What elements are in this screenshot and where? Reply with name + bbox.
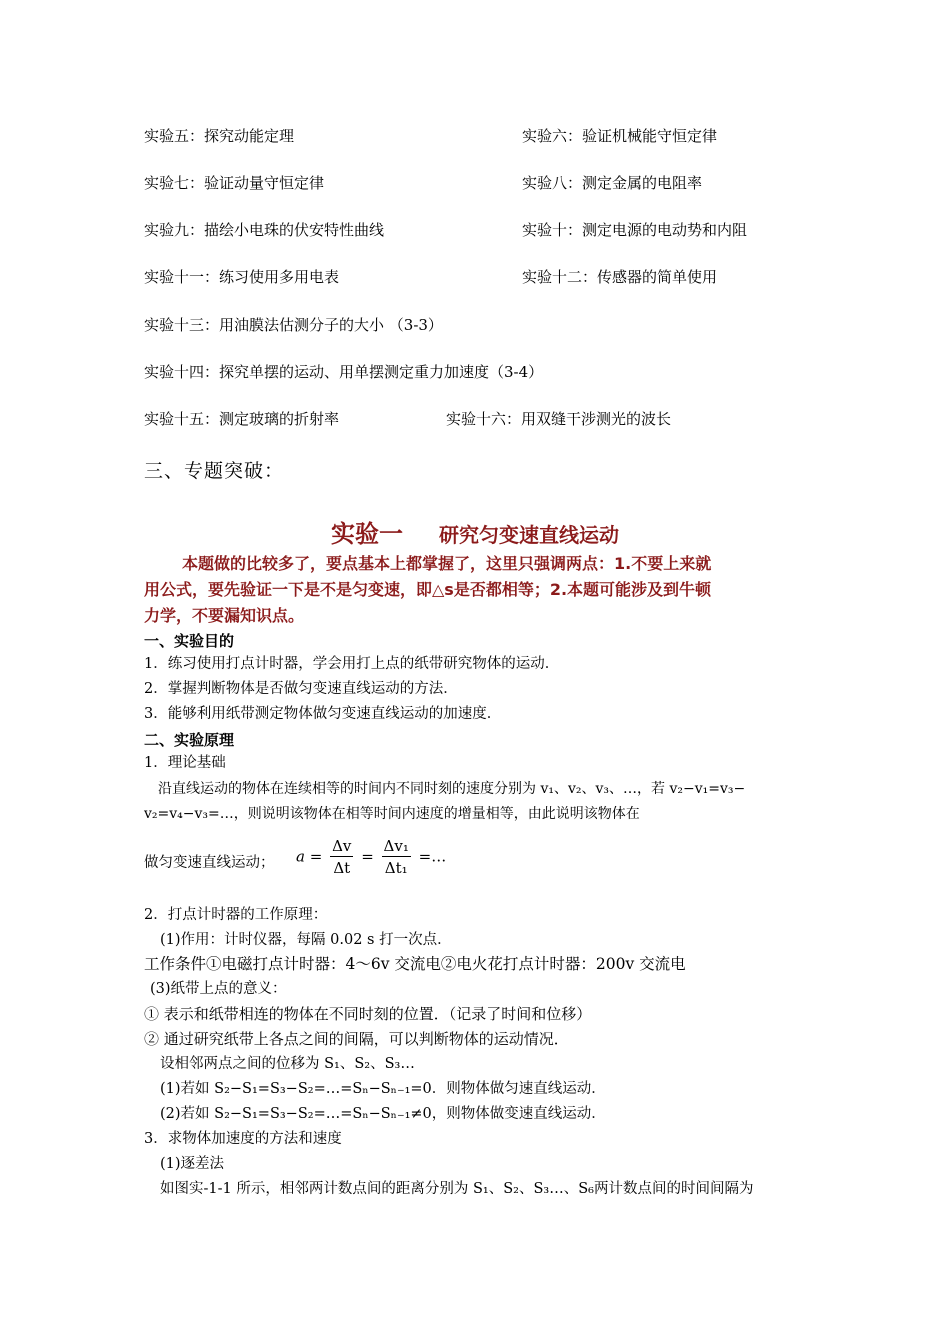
experiment-5: 实验五：探究动能定理	[144, 127, 295, 145]
section-heading: 三、专题突破：	[144, 460, 285, 482]
fraction-2-numerator: Δv₁	[383, 837, 409, 855]
purpose-item-3: 3．能够利用纸带测定物体做匀变速直线运动的加速度．	[144, 706, 502, 722]
experiment-8: 实验八：测定金属的电阻率	[522, 174, 703, 192]
uniform-motion-condition: (1)若如 S₂−S₁=S₃−S₂=…=Sₙ−Sₙ₋₁=0．则物体做匀速直线运动．	[160, 1081, 606, 1097]
intro-line-2: 用公式，要先验证一下是不是匀变速，即△s是否都相等；2.本题可能涉及到牛顿	[144, 580, 712, 599]
principle-text-line-3: 做匀变速直线运动；	[144, 855, 275, 871]
experiment-14: 实验十四：探究单摆的运动、用单摆测定重力加速度（3-4）	[144, 363, 544, 381]
title-topic: 研究匀变速直线运动	[439, 523, 619, 547]
experiment-16: 实验十六：用双缝干涉测光的波长	[446, 410, 672, 428]
variable-motion-condition: (2)若如 S₂−S₁=S₃−S₂=…=Sₙ−Sₙ₋₁≠0，则物体做变速直线运动．	[160, 1106, 606, 1122]
principle-heading: 二、实验原理	[144, 731, 235, 749]
formula-eq-2: =	[361, 847, 374, 866]
method-description: 如图实-1-1 所示，相邻两计数点间的距离分别为 S₁、S₂、S₃…、S₆两计数点间的时间间隔为	[160, 1181, 754, 1197]
fraction-2	[382, 836, 411, 879]
experiment-15: 实验十五：测定玻璃的折射率	[144, 410, 340, 428]
purpose-heading: 一、实验目的	[144, 632, 235, 650]
displacement-def: 设相邻两点之间的位移为 S₁、S₂、S₃…	[160, 1056, 415, 1072]
experiment-6: 实验六：验证机械能守恒定律	[522, 127, 718, 145]
fraction-2-denominator: Δt₁	[384, 859, 408, 877]
experiment-7: 实验七：验证动量守恒定律	[144, 174, 325, 192]
formula-eq-1: =	[309, 847, 323, 866]
timer-conditions: 工作条件①电磁打点计时器：4～6v 交流电②电火花打点计时器：200v 交流电	[144, 955, 686, 973]
principle-text-line-2: v₂=v₄−v₃=…，则说明该物体在相等时间内速度的增量相等，由此说明该物体在	[144, 806, 640, 822]
purpose-item-1: 1．练习使用打点计时器，学会用打上点的纸带研究物体的运动．	[144, 656, 560, 672]
fraction-1-numerator: Δv	[332, 837, 352, 855]
formula-a: a	[296, 847, 305, 866]
title-number: 实验一	[331, 520, 403, 548]
experiment-12: 实验十二：传感器的简单使用	[522, 268, 718, 286]
intro-line-3: 力学，不要漏知识点。	[144, 606, 305, 625]
formula-tail: =…	[418, 847, 447, 866]
experiment-title	[0, 514, 950, 549]
experiment-10: 实验十：测定电源的电动势和内阻	[522, 221, 748, 239]
experiment-9: 实验九：描绘小电珠的伏安特性曲线	[144, 221, 385, 239]
principle-sub-2: 2．打点计时器的工作原理：	[144, 907, 328, 923]
timer-use: (1)作用：计时仪器，每隔 0.02 s 打一次点．	[160, 932, 452, 948]
meaning-point-1: ① 表示和纸带相连的物体在不同时刻的位置．（记录了时间和位移）	[144, 1005, 592, 1023]
tape-meaning: (3)纸带上点的意义：	[150, 981, 287, 997]
method-successive-difference: (1)逐差法	[160, 1156, 225, 1172]
fraction-1-denominator: Δt	[333, 859, 351, 877]
intro-paragraph	[144, 551, 816, 629]
principle-sub-3: 3．求物体加速度的方法和速度	[144, 1131, 342, 1147]
experiment-13: 实验十三：用油膜法估测分子的大小 （3-3）	[144, 316, 443, 334]
fraction-1	[330, 836, 353, 879]
principle-text-line-1: 沿直线运动的物体在连续相等的时间内不同时刻的速度分别为 v₁、v₂、v₃、…，若 v₂−v₁=v₃−	[158, 781, 746, 797]
acceleration-formula	[296, 836, 446, 879]
purpose-item-2: 2．掌握判断物体是否做匀变速直线运动的方法．	[144, 681, 458, 697]
principle-sub-1: 1．理论基础	[144, 755, 226, 771]
experiment-11: 实验十一：练习使用多用电表	[144, 268, 340, 286]
meaning-point-2: ② 通过研究纸带上各点之间的间隔，可以判断物体的运动情况．	[144, 1030, 569, 1048]
intro-line-1: 本题做的比较多了，要点基本上都掌握了，这里只强调两点：1.不要上来就	[182, 554, 712, 573]
